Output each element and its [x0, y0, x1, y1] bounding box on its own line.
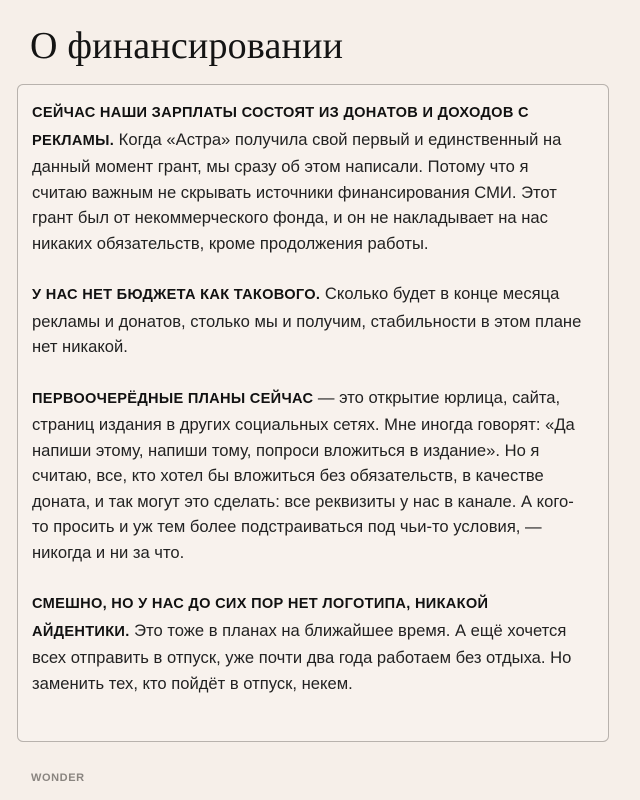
wonder-logo: WONDER: [31, 772, 85, 784]
paragraph-body: — это открытие юрлица, сайта, страниц издания в других социальных сетях. Мне иногда говорят: «Да напиши этому, напиши тому, попроси вложиться в издание». Но я считаю, все, кто хотел бы вложиться без обязательств, в качестве доната, и так могут это сделать: все реквизиты у нас в канале. А кого-то просить и уж тем более подстраиваться под чьи-то условия, — никогда и ни за что.: [32, 387, 575, 562]
paragraph-lead: СЕЙЧАС НАШИ ЗАРПЛАТЫ СОСТОЯТ ИЗ ДОНАТОВ И ДОХОДОВ С РЕКЛАМЫ.: [32, 105, 529, 149]
text-card: [17, 84, 609, 742]
paragraph-logo: [32, 590, 588, 696]
paragraph-body: Это тоже в планах на ближайшее время. А ещё хочется всех отправить в отпуск, уже почти два года работаем без отдыха. Но заменить тех, кто пойдёт в отпуск, некем.: [32, 620, 572, 693]
paragraph-lead: СМЕШНО, НО У НАС ДО СИХ ПОР НЕТ ЛОГОТИПА, НИКАКОЙ АЙДЕНТИКИ.: [32, 596, 489, 640]
paragraph-body: Когда «Астра» получила свой первый и единственный на данный момент грант, мы сразу об этом написали. Потому что я считаю важным не скрывать источники финансирования СМИ. Этот грант был от некоммерческого фонда, и он не накладывает на нас никаких обязательств, кроме продолжения работы.: [32, 129, 562, 253]
page-title: О финансировании: [30, 25, 344, 67]
paragraph-lead: ПЕРВООЧЕРЁДНЫЕ ПЛАНЫ СЕЙЧАС: [32, 390, 314, 407]
paragraph-salaries: [32, 99, 588, 256]
paragraph-lead: У НАС НЕТ БЮДЖЕТА КАК ТАКОВОГО.: [32, 287, 321, 303]
paragraph-body: Сколько будет в конце месяца рекламы и донатов, столько мы и получим, стабильности в этом плане нет никакой.: [32, 284, 582, 356]
paragraph-plans: [32, 385, 588, 566]
paragraph-budget: [32, 281, 588, 360]
